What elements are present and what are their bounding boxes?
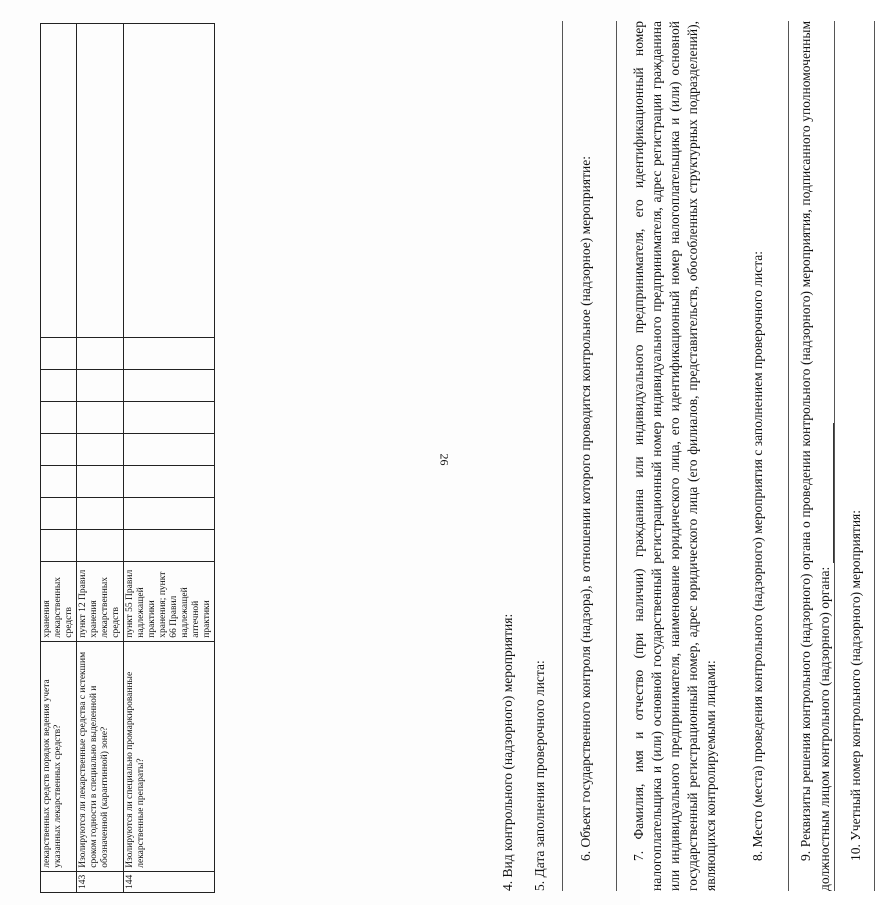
reference-cell: пункт 55 Правил надлежащей практики хранения; пункт 66 Правил надлежащей аптечной практики <box>124 561 215 641</box>
item-8: 8. Место (места) проведения контрольного (надзорного) мероприятия с заполнением проверочного листа: <box>750 250 765 861</box>
item-9-fill-line <box>819 423 834 563</box>
answer-cell <box>41 369 77 401</box>
answer-cell <box>41 24 77 338</box>
answer-cell <box>77 401 124 433</box>
row-number-cell <box>41 871 77 892</box>
answer-cell <box>124 24 215 338</box>
answer-cell <box>77 529 124 561</box>
item-9 <box>796 21 834 891</box>
answer-cell <box>41 337 77 369</box>
answer-cell <box>124 369 215 401</box>
answer-cell <box>41 529 77 561</box>
item-4: 4. Вид контрольного (надзорного) мероприятия: <box>500 613 515 891</box>
answer-cell <box>41 433 77 465</box>
answer-cell <box>77 337 124 369</box>
checklist-table <box>40 23 215 893</box>
answer-cell <box>77 369 124 401</box>
answer-cell <box>124 337 215 369</box>
page-number: 26 <box>437 453 452 466</box>
item-6-underline <box>616 21 617 891</box>
answer-cell <box>77 465 124 497</box>
answer-cell <box>41 497 77 529</box>
item-9-text: 9. Реквизиты решения контрольного (надзорного) органа о проведении контрольного (надзорного) мероприятия, подписанного уполномоченным должностным лицом контрольного (надзорного) органа: <box>798 21 832 891</box>
answer-cell <box>77 24 124 338</box>
question-cell: лекарственных средств порядок ведения учета указанных лекарственных средств? <box>41 641 77 871</box>
item-8-underline <box>788 21 789 891</box>
item-9-underline <box>834 21 835 891</box>
answer-cell <box>124 465 215 497</box>
item-10: 10. Учетный номер контрольного (надзорного) мероприятия: <box>848 509 863 861</box>
answer-cell <box>124 433 215 465</box>
reference-cell: хранения лекарственных средств <box>41 561 77 641</box>
answer-cell <box>124 529 215 561</box>
answer-cell <box>124 497 215 529</box>
reference-cell: пункт 12 Правил хранения лекарственных средств <box>77 561 124 641</box>
answer-cell <box>41 401 77 433</box>
table-row <box>41 24 77 893</box>
row-number-cell: 143 <box>77 871 124 892</box>
answer-cell <box>124 401 215 433</box>
answer-cell <box>41 465 77 497</box>
table-row <box>77 24 124 893</box>
table-row <box>124 24 215 893</box>
item-5: 5. Дата заполнения проверочного листа: <box>532 660 547 891</box>
answer-cell <box>77 433 124 465</box>
row-number-cell: 144 <box>124 871 215 892</box>
item-6: 6. Объект государственного контроля (надзора), в отношении которого проводится контрольное (надзорное) мероприятие: <box>578 156 593 861</box>
question-cell: Изолируются ли специально промаркированные лекарственные препараты? <box>124 641 215 871</box>
item-5-underline <box>562 21 563 891</box>
question-cell: Изолируются ли лекарственные средства с истекшим сроком годности в специально выделенной и обозначенной (карантинной) зоне? <box>77 641 124 871</box>
answer-cell <box>77 497 124 529</box>
item-7: 7. Фамилия, имя и отчество (при наличии) гражданина или индивидуального предпринимателя, его идентификационный номер налогоплательщика и (или) основной государственный регистрационный номер индивидуального предпринимателя, адрес регистрации гражданина или индивидуального предпринимателя, наименование юридического лица, его идентификационный номер налогоплательщика и (или) основной государственный регистрационный номер, адрес юридического лица (его филиалов, представительств, обособленных структурных подразделений), являющихся контролируемыми лицами: <box>631 21 718 891</box>
